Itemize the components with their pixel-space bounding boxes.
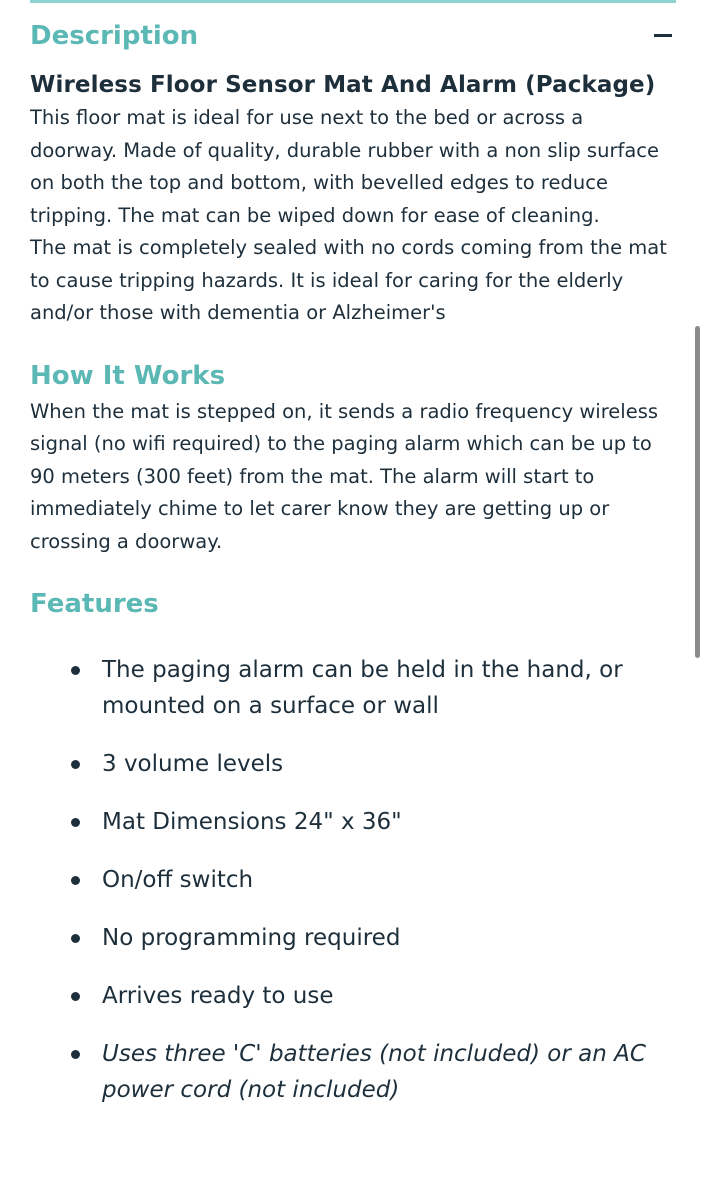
description-accordion-header[interactable] [30,16,676,56]
bullet-icon [71,666,80,675]
how-it-works-text: When the mat is stepped on, it sends a radio frequency wireless signal (no wifi required) to the paging alarm which can be up to 90 meters (300 feet) from the mat. The alarm will start to immediately chime to let carer know they are getting up or crossing a doorway. [30,399,659,553]
feature-item: On/off switch [30,862,676,898]
feature-item: 3 volume levels [30,746,676,782]
feature-item: The paging alarm can be held in the hand, or mounted on a surface or wall [30,652,676,724]
collapse-icon[interactable] [654,34,672,37]
description-paragraph-1: This floor mat is ideal for use next to the bed or across a doorway. Made of quality, durable rubber with a non slip surface on both the top and bottom, with bevelled edges to reduce tripping. The mat can be wiped down for ease of cleaning. [30,106,659,227]
feature-item: Mat Dimensions 24" x 36" [30,804,676,840]
feature-item: No programming required [30,920,676,956]
product-title: Wireless Floor Sensor Mat And Alarm (Package) [30,72,656,98]
features-heading: Features [30,589,159,619]
bullet-icon [71,818,80,827]
bullet-icon [71,934,80,943]
feature-item: Arrives ready to use [30,978,676,1014]
how-it-works-heading: How It Works [30,360,226,391]
description-paragraph-2: The mat is completely sealed with no cords coming from the mat to cause tripping hazards. It is ideal for caring for the elderly and/or those with dementia or Alzheimer's [30,236,667,324]
scrollbar-thumb[interactable] [695,326,700,658]
top-divider [30,0,676,3]
bullet-icon [71,1050,80,1059]
bullet-icon [71,992,80,1001]
features-list [30,652,676,1108]
bullet-icon [71,876,80,885]
description-content [30,64,676,1130]
bullet-icon [71,760,80,769]
description-heading: Description [30,21,199,51]
feature-item: Uses three 'C' batteries (not included) or an AC power cord (not included) [30,1036,676,1108]
